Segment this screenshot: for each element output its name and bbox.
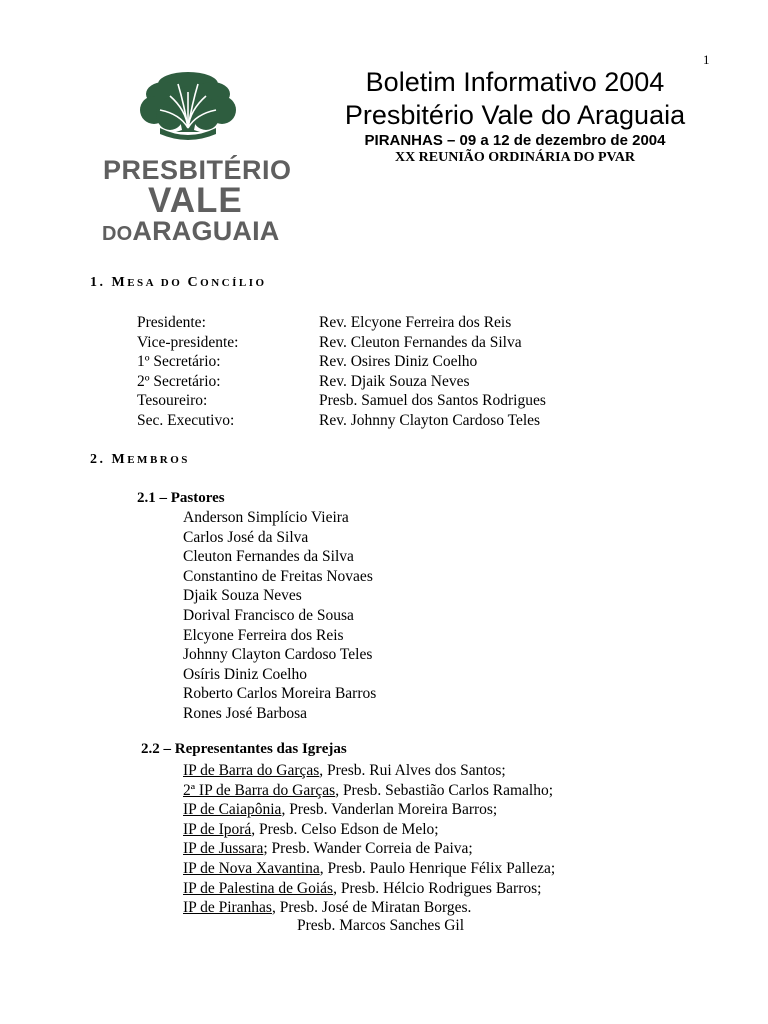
mesa-row: 2º Secretário: Rev. Djaik Souza Neves (137, 372, 470, 390)
list-item: Constantino de Freitas Novaes (183, 567, 373, 585)
mesa-table (137, 313, 546, 431)
meeting-name: XX REUNIÃO ORDINÁRIA DO PVAR (394, 150, 636, 165)
section-membros-title: 2. MEMBROS (90, 452, 190, 467)
list-item: 2ª IP de Barra do Garças, Presb. Sebastião Carlos Ramalho; (183, 781, 554, 799)
list-item: IP de Jussara; Presb. Wander Correia de Paiva; (183, 840, 473, 858)
list-item: IP de Nova Xavantina, Presb. Paulo Henrique Félix Palleza; (183, 859, 556, 877)
mesa-row: Presidente: Rev. Elcyone Ferreira dos Reis (137, 314, 512, 331)
logo-text-presbiterio: PRESBITÉRIO (103, 155, 292, 185)
list-item: Djaik Souza Neves (183, 587, 302, 605)
tree-icon (100, 70, 296, 150)
mesa-row: Sec. Executivo: Rev. Johnny Clayton Cardoso Teles (137, 411, 541, 429)
list-item: Osíris Diniz Coelho (183, 665, 307, 683)
document-header (310, 66, 720, 166)
list-item: Elcyone Ferreira dos Reis (183, 626, 344, 644)
mesa-row: Vice-presidente: Rev. Cleuton Fernandes da Silva (137, 333, 522, 351)
logo-text-araguaia: DOARAGUAIA (102, 216, 280, 246)
logo-text-vale: VALE (148, 181, 243, 220)
mesa-row: 1º Secretário: Rev. Osires Diniz Coelho (137, 353, 478, 371)
list-item: Dorival Francisco de Sousa (183, 606, 354, 624)
location-date: PIRANHAS – 09 a 12 de dezembro de 2004 (364, 132, 666, 149)
presbiterio-logo (100, 70, 296, 246)
bulletin-title: Boletim Informativo 2004 (365, 67, 665, 97)
list-item: IP de Palestina de Goiás, Presb. Hélcio Rodrigues Barros; (183, 879, 542, 897)
list-item: IP de Iporá, Presb. Celso Edson de Melo; (183, 820, 439, 838)
list-item: Cleuton Fernandes da Silva (183, 548, 354, 566)
list-item: Roberto Carlos Moreira Barros (183, 685, 377, 703)
list-item: Johnny Clayton Cardoso Teles (183, 646, 373, 664)
list-item: IP de Barra do Garças, Presb. Rui Alves dos Santos; (183, 762, 506, 779)
mesa-row: Tesoureiro: Presb. Samuel dos Santos Rodrigues (137, 392, 546, 410)
page-number: 1 (703, 52, 710, 67)
representantes-heading: 2.2 – Representantes das Igrejas (141, 741, 347, 757)
section-mesa-title: 1. MESA DO CONCÍLIO (90, 275, 267, 290)
pastores-heading: 2.1 – Pastores (137, 490, 225, 506)
extra-representative: Presb. Marcos Sanches Gil (297, 917, 465, 934)
presbytery-name: Presbitério Vale do Araguaia (344, 100, 686, 130)
pastores-list (183, 508, 376, 724)
representantes-list (183, 761, 555, 918)
list-item: Anderson Simplício Vieira (183, 509, 349, 526)
list-item: Carlos José da Silva (183, 528, 309, 546)
list-item: IP de Caiapônia, Presb. Vanderlan Moreira Barros; (183, 801, 498, 819)
list-item: IP de Piranhas, Presb. José de Miratan Borges. (183, 899, 472, 917)
list-item: Rones José Barbosa (183, 704, 307, 722)
